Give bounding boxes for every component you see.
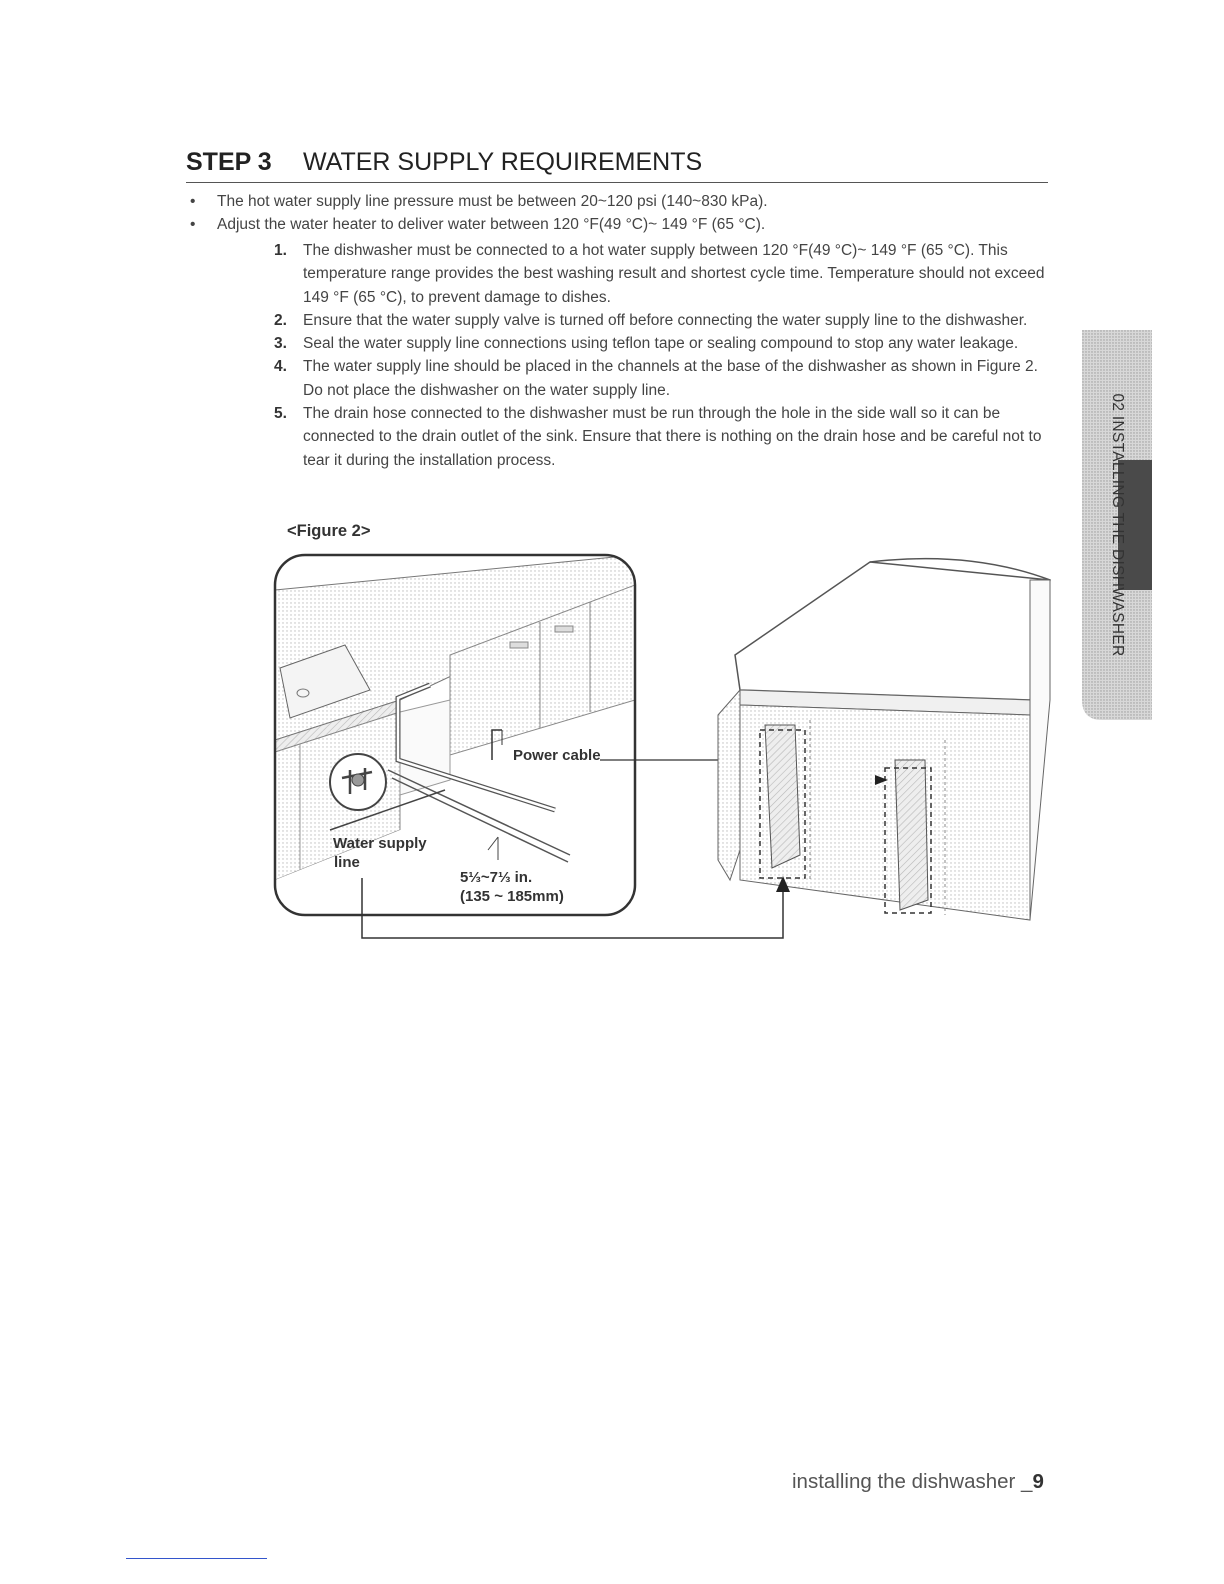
- step-text: The water supply line should be placed in the channels at the base of the dishwasher as shown in Figure 2. Do not place the dishwasher on the water supply line.: [303, 358, 1038, 399]
- water-supply-label: Water supply: [333, 835, 427, 852]
- step-item: [270, 402, 1048, 472]
- requirements-list: [190, 190, 1050, 236]
- step-number: 1.: [274, 242, 287, 259]
- step-item: [270, 332, 1048, 355]
- figure-caption: <Figure 2>: [287, 522, 371, 540]
- footer-text: installing the dishwasher _: [792, 1470, 1033, 1493]
- step-item: [270, 355, 1048, 402]
- page-footer: [792, 1470, 1044, 1494]
- installation-illustration: [270, 550, 1060, 950]
- figure-2: [270, 550, 1060, 950]
- section-header: [186, 148, 1048, 183]
- step-text: Ensure that the water supply valve is turned off before connecting the water supply line to the dishwasher.: [303, 311, 1028, 329]
- steps-list: [270, 239, 1048, 472]
- step-item: [270, 239, 1048, 309]
- page-number: 9: [1032, 1470, 1044, 1493]
- step-number: 2.: [274, 311, 287, 329]
- step-text: The drain hose connected to the dishwasher must be run through the hole in the side wall so it can be connected to the drain outlet of the sink. Ensure that there is nothing on the drain hose and be careful not to tear it during the installation process.: [303, 405, 1042, 469]
- chapter-tab-label: 02 INSTALLING THE DISHWASHER: [1109, 393, 1126, 657]
- step-text: Seal the water supply line connections using teflon tape or sealing compound to stop any water leakage.: [303, 335, 1019, 353]
- step-item: [270, 309, 1048, 332]
- section-title: WATER SUPPLY REQUIREMENTS: [303, 148, 703, 176]
- distance-inches-label: 5⅓~7⅓ in.: [460, 869, 533, 886]
- step-number: 3.: [274, 335, 287, 353]
- dishwasher-illustration: [718, 559, 1050, 920]
- water-supply-label-line2: line: [334, 854, 360, 871]
- step-number: 4.: [274, 358, 287, 376]
- distance-mm-label: (135 ~ 185mm): [460, 888, 564, 905]
- chapter-side-tab: [1082, 330, 1152, 720]
- bullet-item: • The hot water supply line pressure must be between 20~120 psi (140~830 kPa).: [190, 190, 1050, 213]
- step-label: STEP 3: [186, 148, 272, 176]
- step-number: 5.: [274, 405, 287, 423]
- bullet-item: • Adjust the water heater to deliver water between 120 °F(49 °C)~ 149 °F (65 °C).: [190, 213, 1050, 236]
- power-cable-label: Power cable: [513, 747, 601, 764]
- step-text: The dishwasher must be connected to a hot water supply between 120 °F(49 °C)~ 149 °F (65 °C). This temperature range provides the best washing result and shortest cycle time. Temperature should not exceed 149 °F (65 °C), to prevent damage to dishes.: [303, 242, 1045, 306]
- bottom-rule: [126, 1558, 267, 1559]
- under-sink-inset: [275, 555, 635, 915]
